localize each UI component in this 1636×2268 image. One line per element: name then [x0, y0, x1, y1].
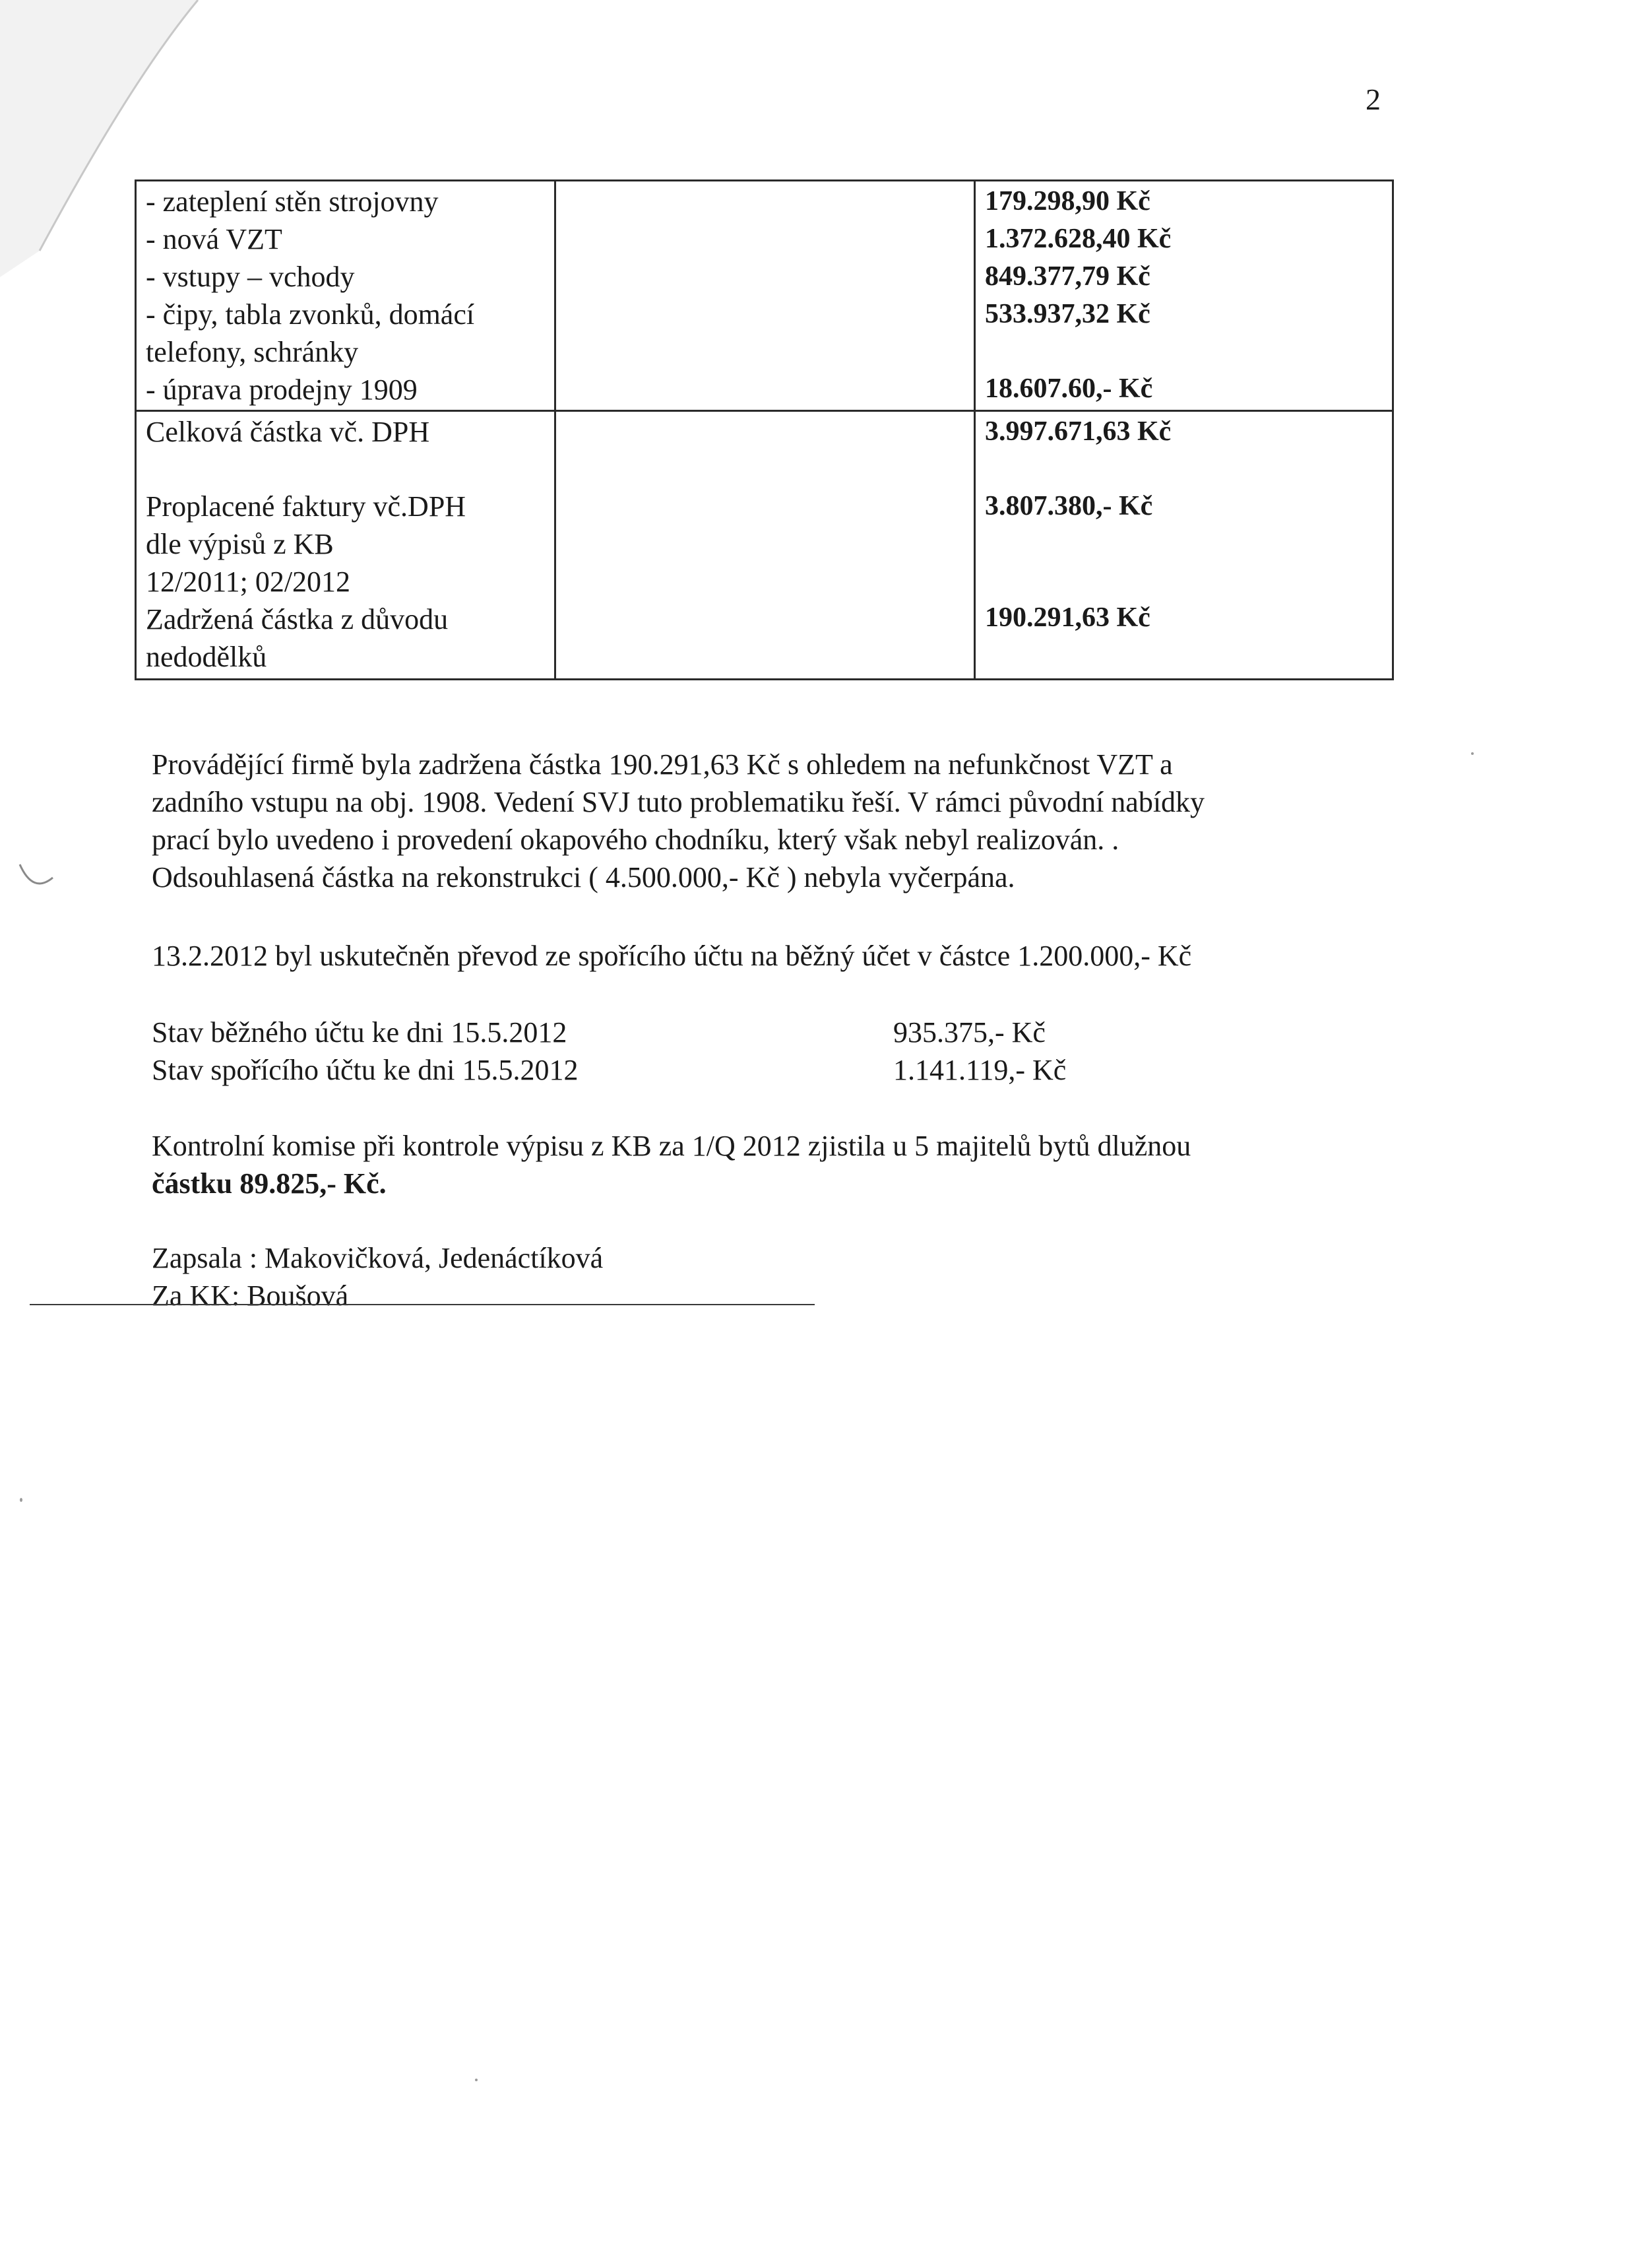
item-label: - vstupy – vchody	[146, 261, 355, 293]
paragraph-line: Odsouhlasená částka na rekonstrukci ( 4.500.000,- Kč ) nebyla vyčerpána.	[152, 861, 1015, 893]
transfer-paragraph	[152, 937, 1379, 975]
scan-speck	[20, 1498, 22, 1502]
paid-amount: 3.807.380,- Kč	[985, 491, 1153, 521]
paragraph-line: 13.2.2012 byl uskutečněn převod ze spořícího účtu na běžný účet v částce 1.200.000,- Kč	[152, 940, 1192, 972]
item-label: telefony, schránky	[146, 336, 359, 368]
summary-table	[135, 179, 1394, 680]
item-label: - čipy, tabla zvonků, domácí	[146, 298, 475, 331]
total-amount: 3.997.671,63 Kč	[985, 416, 1172, 447]
total-label: Celková částka vč. DPH	[146, 416, 430, 448]
account-balances	[152, 1014, 1379, 1089]
item-label: - úprava prodejny 1909	[146, 373, 418, 406]
scan-mark	[13, 858, 59, 897]
spacer	[985, 451, 1383, 488]
retained-label: Zadržená částka z důvodu	[146, 603, 449, 635]
item-amount: 179.298,90 Kč	[985, 186, 1150, 216]
empty-cell	[555, 411, 975, 680]
spacer	[985, 525, 1383, 562]
retention-paragraph	[152, 746, 1379, 896]
paragraph-line: Kontrolní komise při kontrole výpisu z KB za 1/Q 2012 zjistila u 5 majitelů bytů dlužnou	[152, 1130, 1191, 1162]
item-amount: 1.372.628,40 Kč	[985, 224, 1172, 254]
table-row	[136, 181, 1393, 411]
balance-row	[152, 1014, 1379, 1051]
paragraph-line: prací bylo uvedeno i provedení okapového chodníku, který však nebyl realizován. .	[152, 824, 1119, 856]
balance-label: Stav spořícího účtu ke dni 15.5.2012	[152, 1054, 579, 1086]
recorded-by: Zapsala : Makovičková, Jedenáctíková	[152, 1242, 604, 1274]
paid-label: dle výpisů z KB	[146, 528, 334, 560]
paragraph-line: Provádějící firmě byla zadržena částka 190.291,63 Kč s ohledem na nefunkčnost VZT a	[152, 748, 1173, 781]
retained-amount: 190.291,63 Kč	[985, 602, 1150, 633]
signatures	[152, 1239, 1379, 1314]
table-row	[136, 411, 1393, 680]
items-labels-cell	[136, 181, 555, 411]
empty-cell	[555, 181, 975, 411]
item-amount: 849.377,79 Kč	[985, 261, 1150, 292]
item-amount: 533.937,32 Kč	[985, 299, 1150, 329]
debt-paragraph	[152, 1127, 1379, 1202]
item-label: - nová VZT	[146, 223, 282, 255]
spacer	[985, 562, 1383, 599]
items-amounts-cell	[975, 181, 1393, 411]
balance-label: Stav běžného účtu ke dni 15.5.2012	[152, 1016, 567, 1049]
item-label: - zateplení stěn strojovny	[146, 185, 439, 218]
paragraph-line: zadního vstupu na obj. 1908. Vedení SVJ tuto problematiku řeší. V rámci původní nabídky	[152, 786, 1205, 818]
paid-label: Proplacené faktury vč.DPH	[146, 490, 466, 523]
totals-labels-cell	[136, 411, 555, 680]
debt-amount: částku 89.825,- Kč.	[152, 1167, 387, 1200]
paid-label: 12/2011; 02/2012	[146, 566, 351, 598]
spacer	[985, 333, 1383, 370]
retained-label: nedodělků	[146, 641, 267, 673]
scan-speck	[1471, 752, 1474, 755]
signed-for-kk: Za KK: Boušová	[152, 1280, 349, 1312]
page-number: 2	[1366, 82, 1381, 116]
signature-line	[30, 1304, 815, 1305]
totals-amounts-cell	[975, 411, 1393, 680]
balance-row	[152, 1051, 1379, 1089]
scan-speck	[475, 2079, 478, 2081]
balance-value: 1.141.119,- Kč	[893, 1054, 1067, 1086]
item-amount: 18.607.60,- Kč	[985, 373, 1153, 404]
spacer	[146, 451, 545, 488]
balance-value: 935.375,- Kč	[893, 1016, 1046, 1049]
